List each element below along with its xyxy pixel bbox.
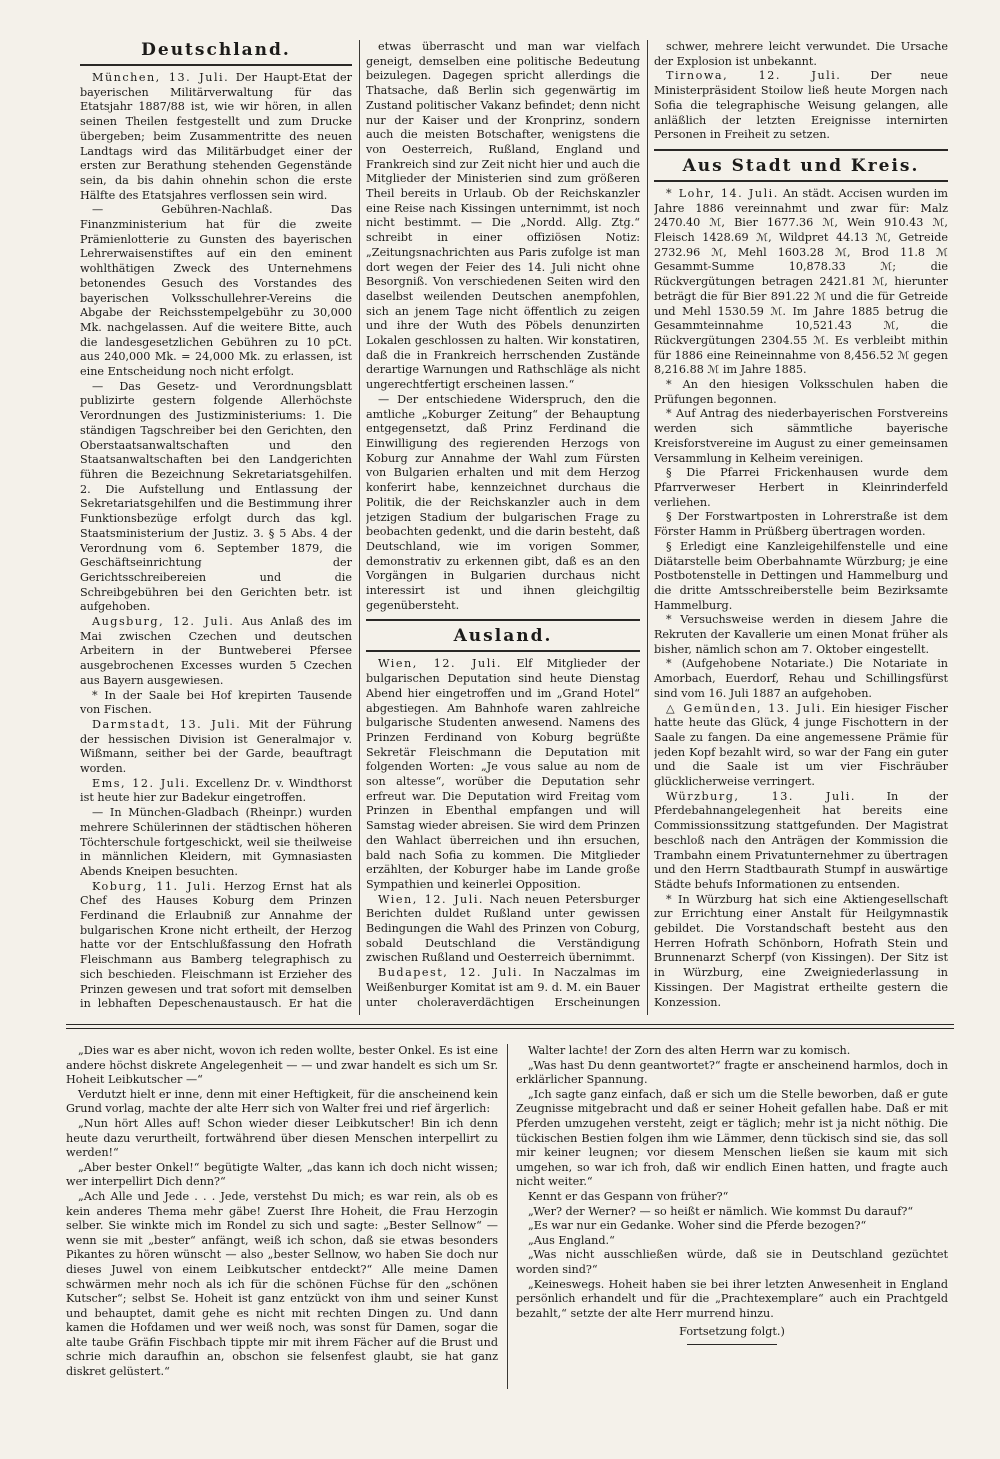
news-item — [654, 790, 948, 893]
title-divider — [654, 180, 948, 182]
feuilleton-left — [66, 1044, 498, 1389]
title-divider — [654, 149, 948, 151]
news-item — [654, 657, 948, 701]
column-divider — [647, 40, 648, 1015]
news-text: etwas überrascht und man war vielfach geneigt, demselben eine politische Bedeutung beizulegen. Dagegen spricht allerdings die Thatsache, daß Berlin sich gegenwärtig im Zustand politischer Vakanz befindet; denn nicht nur der Kaiser und der Kronprinz, sondern auch die meisten Botschafter, wenigstens die von Oesterreich, Rußland, England und Frankreich sind zur Zeit nicht hier und auch die Mitglieder der Ministerien sind zum größeren Theil bereits in Urlaub. Ob der Reichskanzler eine Reise nach Kissingen unternimmt, ist noch nicht bestimmt. — Die „Nordd. Allg. Ztg.“ schreibt in einer offiziösen Notiz: „Zeitungsnachrichten aus Paris zufolge ist man dort wegen der Feier des 14. Juli nicht ohne Besorgniß. Von verschiedenen Seiten wird den daselbst weilenden Deutschen anempfohlen, sich an jenem Tage nicht öffentlich zu zeigen und ihre der Wuth des Pöbels denunzirten Lokalen geschlossen zu halten. Wir konstatiren, daß die in Frankreich herrschenden Zustände derartige Warnungen und Rathschläge als nicht ungerechtfertigt erscheinen lassen.“ — [366, 40, 640, 392]
story-paragraph: Walter lachte! der Zorn des alten Herrn war zu komisch. — [528, 1044, 851, 1057]
news-text: Der neue Ministerpräsident Stoilow ließ heute Morgen nach Sofia die telegraphische Weisung gelangen, alle anläßlich der letzten Ereignisse internirten Personen in Freiheit zu setzen. — [654, 69, 948, 142]
news-items — [366, 40, 640, 613]
story-paragraph: „Es war nur ein Gedanke. Woher sind die Pferde bezogen?“ — [528, 1219, 867, 1233]
news-item — [654, 69, 948, 143]
title-divider — [366, 619, 640, 621]
news-text: In Naczalmas im Weißenburger Komitat ist am 9. d. M. ein Bauer unter choleraverdächtigen Erscheinungen — [366, 966, 640, 1009]
news-text: Excellenz Dr. v. Windthorst ist heute hier zur Badekur eingetroffen. — [80, 776, 352, 805]
news-item — [366, 657, 640, 892]
dateline: Augsburg, 12. Juli. — [92, 615, 235, 629]
news-text: Nach neuen Petersburger Berichten duldet Rußland unter gewissen Bedingungen die Wahl des Prinzen von Coburg, sobald Deutschland die Verständigung zwischen Rußland und Oesterreich übernimmt. — [366, 892, 640, 965]
news-text: Elf Mitglieder der bulgarischen Deputation sind heute Dienstag Abend hier eingetroffen und im „Grand Hotel“ abgestiegen. Am Bahnhofe waren zahlreiche bulgarische Studenten anwesend. Namens des Prinzen Ferdinand von Koburg begrüßte Sekretär Fleischmann die Deputation mit folgenden Worten: „Je vous salue au nom de son altesse“, worüber die Deputation sehr erfreut war. Die Deputation wird Freitag vom Prinzen in Ebenthal empfangen und will Samstag wieder abreisen. Sie wird dem Prinzen den Wahlact überreichen und ihn ersuchen, bald nach Sofia zu kommen. Die Mitglieder erzählten, der Koburger habe im Lande große Sympathien und keinerlei Opposition. — [366, 657, 640, 891]
news-item — [654, 893, 948, 1010]
news-text: Herzog Ernst hat als Chef des Hauses Koburg dem Prinzen Ferdinand die Erlaubniß zur Annahme der bulgarischen Krone nicht ertheilt, der Herzog hatte vor der Entschlußfassung den Hofrath Fleischmann aus Bamberg telegraphisch zu sich beschieden. Fleischmann ist Erzieher des Prinzen gewesen und trat sofort mit demselben in lebhaften Depeschenaustausch. Er hat die — [80, 879, 352, 1010]
news-item — [654, 378, 948, 407]
news-text: Der Haupt-Etat der bayerischen Militärverwaltung für das Etatsjahr 1887/88 ist, wie wir hören, in allen seinen Theilen festgestellt und zum Drucke übergeben; beim Zusammentritte des neuen Landtags wird das Militärbudget einer der ersten zur Berathung stehenden Gegenstände sein, da bis dahin ohnehin schon die erste Hälfte des Etatsjahres verflossen sein wird. — [80, 71, 352, 202]
news-item — [80, 689, 352, 718]
story-paragraph: Kennt er das Gespann von früher?“ — [528, 1189, 729, 1203]
news-item — [80, 777, 352, 806]
title-divider — [366, 650, 640, 652]
story-paragraph: „Ich sagte ganz einfach, daß er sich um die Stelle beworben, daß er gute Zeugnisse mitgebracht und daß er seiner Hoheit gefallen habe. Daß er mit Pferden umzugehen versteht, zeigt er täglich; mehr ist ja nicht nöthig. Die tückischen Bestien folgen ihm wie Lämmer, denn tückisch sind sie, das soll mir keiner leugnen; vor diesem Menschen ließen sie kaum mit sich umgehen, so war ich froh, daß wir endlich Einen hatten, und fragte auch nicht weiter.“ — [516, 1087, 948, 1189]
story-paragraph: Verdutzt hielt er inne, denn mit einer Heftigkeit, für die anscheinend kein Grund vorlag, machte der alte Herr sich von Walter frei und rief ärgerlich: — [66, 1087, 498, 1116]
feuilleton-right — [516, 1044, 948, 1389]
section-title-ausland: Ausland. — [453, 626, 553, 647]
title-divider — [80, 64, 352, 66]
news-item — [80, 71, 352, 203]
feuilleton-divider — [66, 1024, 954, 1025]
story-paragraph: „Aber bester Onkel!“ begütigte Walter, „das kann ich doch nicht wissen; wer interpellirt Dich denn?“ — [66, 1160, 498, 1189]
column-middle — [366, 40, 640, 1010]
continued-underline — [687, 1344, 777, 1345]
news-text: * (Aufgehobene Notariate.) Die Notariate in Amorbach, Euerdorf, Rehau und Schillingsfürst sind vom 16. Juli 1887 an aufgehoben. — [654, 657, 948, 700]
news-items — [366, 657, 640, 1010]
news-text: Aus Anlaß des im Mai zwischen Czechen und deutschen Arbeitern in der Buntweberei Pfersee ausgebrochenen Excesses wurden 5 Czechen aus Bayern ausgewiesen. — [80, 615, 352, 687]
news-item — [654, 510, 948, 539]
news-items — [654, 40, 948, 143]
story-paragraph: „Dies war es aber nicht, wovon ich reden wollte, bester Onkel. Es ist eine andere höchst diskrete Angelegenheit — — und zwar handelt es sich um Sr. Hoheit Leibkutscher —“ — [66, 1044, 498, 1087]
feuilleton-column-divider — [507, 1044, 508, 1389]
column-deutschland — [80, 40, 352, 1010]
news-items — [654, 187, 948, 1010]
news-text: In der Pferdebahnangelegenheit hat bereits eine Commissionssitzung stattgefunden. Der Magistrat beschloß nach den Anträgen der Kommission die Trambahn einem Privatunternehmer zu übertragen und den Herrn Stadtbaurath Stumpf in auswärtige Städte behufs Informationen zu entsenden. — [654, 789, 948, 891]
story-paragraph: „Wer? der Werner? — so heißt er nämlich. Wie kommst Du darauf?“ — [528, 1204, 914, 1218]
dateline: Tirnowa, 12. Juli. — [666, 69, 842, 83]
section-title-deutschland: Deutschland. — [141, 40, 291, 60]
news-items — [80, 71, 352, 1010]
story-paragraphs — [66, 1044, 498, 1380]
news-item — [366, 393, 640, 614]
news-item — [366, 966, 640, 1010]
news-item — [80, 203, 352, 379]
news-item — [80, 880, 352, 1010]
dateline: △ Gemünden, 13. Juli. — [666, 701, 827, 715]
news-item — [366, 893, 640, 967]
news-item — [654, 40, 948, 69]
news-text: * In Würzburg hat sich eine Aktiengesellschaft zur Errichtung einer Anstalt für Heilgymnastik gebildet. Die Vorstandschaft besteht aus den Herren Hofrath Schönborn, Hofrath Stein und Brunnenarzt Scherpf (von Kissingen). Der Sitz ist in Würzburg, eine Zweigniederlassung in Kissingen. Der Magistrat ertheilte gestern die Konzession. — [654, 892, 948, 1009]
news-text: § Erledigt eine Kanzleigehilfenstelle und eine Diätarstelle beim Oberbahnamte Würzburg; je eine Postbotenstelle in Dettingen und Hammelburg und die dritte Amtsschreiberstelle beim Bezirksamte Hammelburg. — [654, 539, 948, 612]
story-paragraph: „Ach Alle und Jede . . . Jede, verstehst Du mich; es war rein, als ob es kein anderes Thema mehr gäbe! Zuerst Ihre Hoheit, die Frau Herzogin selber. Sie winkte mich im Rondel zu sich und sagte: „Bester Sellnow“ — wenn sie mit „bester“ anfängt, weiß ich schon, daß sie etwas besonders Pikantes zu hören wünscht — also „bester Sellnow, wo haben Sie doch nur dieses Juwel von einem Leibkutscher entdeckt?“ Alle meine Damen schwärmen mehr noch als ich für die schönen Füchse für den „schönen Kutscher“; selbst Se. Hoheit ist ganz entzückt von ihm und seiner Kunst und behauptet, damit gehe es nicht mit rechten Dingen zu. Und dann kamen die Hofdamen und wer weiß noch, was sonst für Damen, sogar die alte taube Gräfin Fischbach tippte mir mit ihrem Fächer auf die Brust und schrie mich daraufhin an, obschon sie felsenfest glaubt, sie hat ganz diskret gelüstert.“ — [66, 1189, 498, 1379]
news-item — [366, 40, 640, 393]
news-item — [654, 540, 948, 614]
news-text: * In der Saale bei Hof krepirten Tausende von Fischen. — [80, 688, 352, 717]
news-text: — Gebühren-Nachlaß. Das Finanzministerium hat für die zweite Prämienlotterie zu Gunsten des bayerischen Lehrerwaisenstiftes auf ein den eminent wohlthätigen Zweck des Unternehmens betonendes Gesuch des Vorstandes des bayerischen Volksschullehrer-Vereins die Abgabe der Reichsstempelgebühr zu 30,000 Mk. nachgelassen. Auf die weitere Bitte, auch die landesgesetzlichen Gebühren zu 10 pCt. aus 240,000 Mk. = 24,000 Mk. zu erlassen, ist eine Entscheidung noch nicht erfolgt. — [80, 203, 352, 379]
story-paragraph: „Aus England.“ — [528, 1233, 615, 1247]
story-paragraph: „Was nicht ausschließen würde, daß sie in Deutschland gezüchtet worden sind?“ — [516, 1248, 948, 1276]
dateline: München, 13. Juli. — [92, 71, 230, 84]
dateline: Wien, 12. Juli. — [378, 892, 484, 906]
news-item — [80, 615, 352, 689]
news-text: — In München-Gladbach (Rheinpr.) wurden mehrere Schülerinnen der städtischen höheren Töchterschule fortgeschickt, weil sie theilweise in männlichen Kleidern, mit Gymnasiasten Abends Kneipen besuchten. — [80, 806, 352, 878]
news-item — [654, 702, 948, 790]
news-item — [80, 380, 352, 615]
story-paragraph: „Was hast Du denn geantwortet?“ fragte er anscheinend harmlos, doch in erklärlicher Spannung. — [516, 1058, 948, 1087]
news-text: — Der entschiedene Widerspruch, den die amtliche „Koburger Zeitung“ der Behauptung entgegensetzt, daß Prinz Ferdinand die Einwilligung des regierenden Herzogs von Koburg zur Annahme der Wahl zum Fürsten von Bulgarien erhalten und mit dem Herzog konferirt habe, kennzeichnet durchaus die Politik, die der Reichskanzler auch in dem jetzigen Stadium der bulgarischen Frage zu beobachten gedenkt, und die darin besteht, daß Deutschland, wie im vorigen Sommer, demonstrativ zu erkennen gibt, daß es an den Vorgängen in Bulgarien durchaus nicht interessirt ist und ihnen gleichgiltig gegenübersteht. — [366, 392, 640, 612]
news-text: § Der Forstwartposten in Lohrerstraße ist dem Förster Hamm in Prüßberg übertragen worden. — [654, 510, 948, 539]
section-title-aus-stadt-und-kreis: Aus Stadt und Kreis. — [682, 155, 920, 176]
column-right — [654, 40, 948, 1010]
news-item — [80, 806, 352, 880]
story-paragraph: „Keineswegs. Hoheit haben sie bei ihrer letzten Anwesenheit in England persönlich erhandelt und für die „Prachtexemplare“ auch ein Prachtgeld bezahlt,“ setzte der alte Herr murrend hinzu. — [516, 1277, 948, 1320]
dateline: Wien, 12. Juli. — [378, 657, 502, 671]
story-paragraphs — [516, 1044, 948, 1321]
dateline: Ems, 12. Juli. — [92, 776, 191, 790]
news-text: Mit der Führung der hessischen Division ist Generalmajor v. Wißmann, seither bei der Garde, beauftragt worden. — [80, 717, 352, 776]
dateline: Würzburg, 13. Juli. — [666, 789, 856, 803]
news-item — [80, 718, 352, 777]
news-item — [654, 407, 948, 466]
column-divider — [359, 40, 360, 1015]
dateline: Budapest, 12. Juli. — [378, 966, 524, 980]
dateline: Darmstadt, 13. Juli. — [92, 717, 242, 731]
news-text: * Versuchsweise werden in diesem Jahre die Rekruten der Kavallerie um einen Monat früher als bisher, nämlich schon am 7. Oktober eingestellt. — [654, 613, 948, 656]
news-text: — Das Gesetz- und Verordnungsblatt publizirte gestern folgende Allerhöchste Verordnungen des Justizministeriums: 1. Die ständigen Tagschreiber bei den Gerichten, den Oberstaatsanwaltschaften und den Staatsanwaltschaften bei den Landgerichten führen die Bezeichnung Sekretariatsgehilfen. 2. Die Aufstellung und Entlassung der Sekretariatsgehilfen und die Bestimmung ihrer Funktionsbezüge erfolgt durch das kgl. Staatsministerium der Justiz. 3. § 5 Abs. 4 der Verordnung vom 6. September 1879, die Geschäftseinrichtung der Gerichtsschreibereien und die Schreibgebühren bei den Gerichten betr. ist aufgehoben. — [80, 379, 352, 614]
news-item — [654, 613, 948, 657]
news-item — [654, 187, 948, 378]
continued-note: Fortsetzung folgt.) — [679, 1325, 785, 1339]
news-text: § Die Pfarrei Frickenhausen wurde dem Pfarrverweser Herbert in Kleinrinderfeld verliehen. — [654, 466, 948, 509]
dateline: * Lohr, 14. Juli. — [666, 186, 779, 200]
dateline: Koburg, 11. Juli. — [92, 879, 217, 893]
feuilleton-divider — [66, 1028, 954, 1029]
story-paragraph: „Nun hört Alles auf! Schon wieder dieser Leibkutscher! Bin ich denn heute dazu verurtheilt, fortwährend über diesen Menschen interpellirt zu werden!“ — [66, 1116, 498, 1160]
news-text: An städt. Accisen wurden im Jahre 1886 vereinnahmt und zwar für: Malz 2470.40 ℳ, Bier 1677.36 ℳ, Wein 910.43 ℳ, Fleisch 1428.69 ℳ, Wildpret 44.13 ℳ, Getreide 2732.96 ℳ, Mehl 1603.28 ℳ, Brod 11.8 ℳ Gesammt-Summe 10,878.33 ℳ; die Rückvergütungen betragen 2421.81 ℳ, hierunter beträgt die für Bier 891.22 ℳ und die für Getreide und Mehl 1530.59 ℳ. Im Jahre 1885 betrug die Gesammteinnahme 10,521.43 ℳ, die Rückvergütungen 2304.55 ℳ. Es verbleibt mithin für 1886 eine Reineinnahme von 8,456.52 ℳ gegen 8,216.88 ℳ im Jahre 1885. — [654, 186, 948, 377]
news-text: * An den hiesigen Volksschulen haben die Prüfungen begonnen. — [654, 378, 948, 406]
news-text: Ein hiesiger Fischer hatte heute das Glück, 4 junge Fischottern in der Saale zu fangen. Da eine angemessene Prämie für jeden Kopf bezahlt wird, so war der Fang ein guter und die Saale ist um vier Fischräuber glücklicherweise verringert. — [654, 701, 948, 789]
news-text: * Auf Antrag des niederbayerischen Forstvereins werden sich sämmtliche bayerische Kreisforstvereine im August zu einer gemeinsamen Versammlung in Kelheim vereinigen. — [654, 407, 948, 465]
news-text: schwer, mehrere leicht verwundet. Die Ursache der Explosion ist unbekannt. — [654, 40, 948, 68]
news-item — [654, 466, 948, 510]
